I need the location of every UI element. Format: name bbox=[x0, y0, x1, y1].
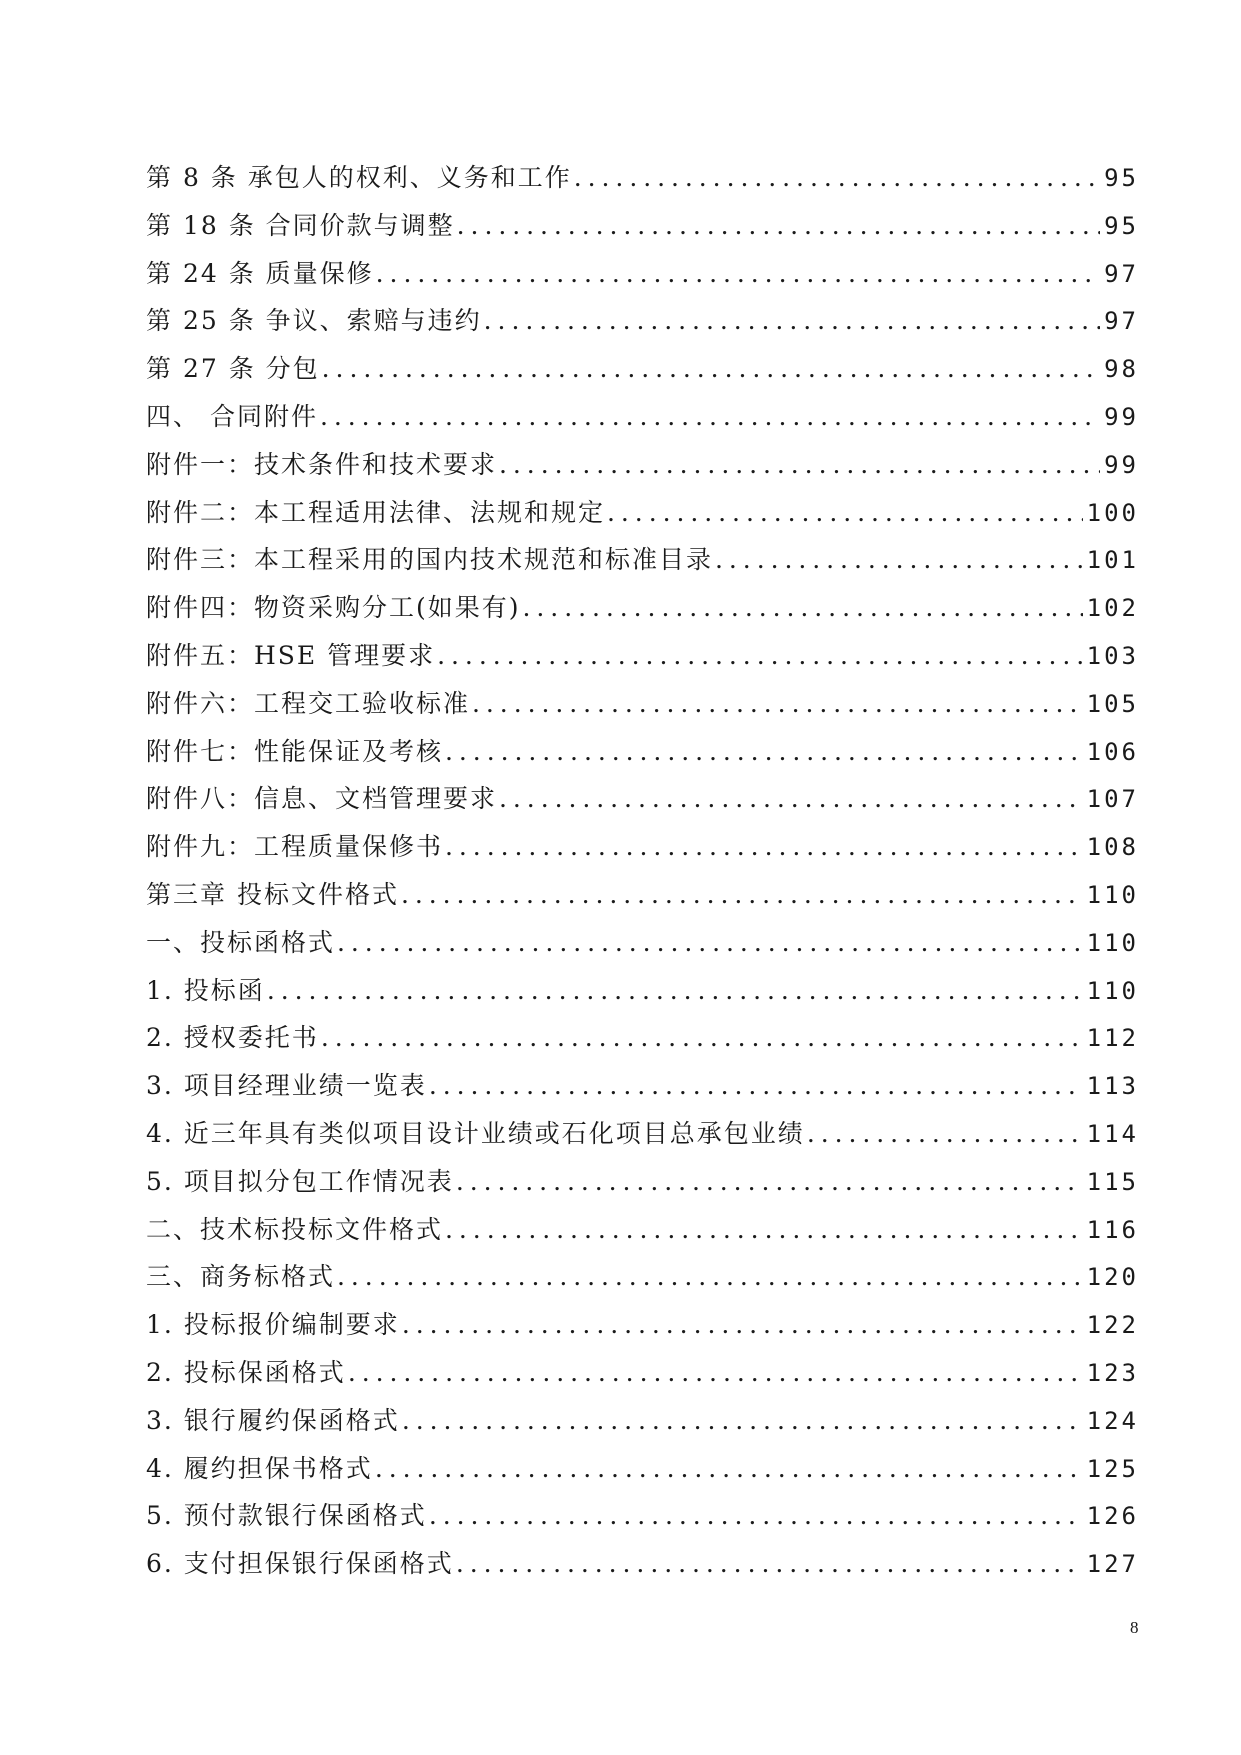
toc-entry[interactable] bbox=[146, 1158, 1139, 1206]
toc-dot-leader bbox=[429, 1492, 1083, 1540]
toc-dot-leader bbox=[456, 1540, 1083, 1588]
toc-entry-page: 123 bbox=[1086, 1358, 1139, 1387]
toc-entry-page: 95 bbox=[1104, 164, 1139, 192]
toc-entry-title: 第三章 投标文件格式 bbox=[146, 879, 399, 909]
toc-entry-page: 112 bbox=[1086, 1024, 1139, 1053]
table-of-contents bbox=[146, 154, 1139, 1588]
toc-entry-title: 附件六：工程交工验收标准 bbox=[146, 688, 471, 718]
toc-entry-page: 127 bbox=[1086, 1550, 1139, 1579]
toc-entry-page: 100 bbox=[1086, 498, 1139, 527]
toc-entry[interactable] bbox=[146, 1253, 1139, 1301]
toc-entry-page: 120 bbox=[1086, 1263, 1139, 1292]
toc-entry-page: 98 bbox=[1104, 355, 1139, 384]
toc-dot-leader bbox=[499, 775, 1083, 823]
toc-entry-title: 5. 预付款银行保函格式 bbox=[146, 1501, 427, 1531]
toc-entry[interactable] bbox=[146, 441, 1139, 489]
toc-entry[interactable] bbox=[146, 536, 1139, 584]
toc-entry-title: 四、 合同附件 bbox=[146, 401, 318, 431]
toc-dot-leader bbox=[337, 919, 1083, 967]
toc-entry-title: 附件四：物资采购分工(如果有) bbox=[146, 593, 521, 623]
toc-entry-page: 110 bbox=[1086, 928, 1139, 957]
toc-dot-leader bbox=[401, 871, 1083, 919]
toc-entry-page: 110 bbox=[1086, 976, 1139, 1005]
toc-dot-leader bbox=[402, 1301, 1083, 1349]
toc-entry[interactable] bbox=[146, 919, 1139, 967]
toc-entry-title: 第 24 条 质量保修 bbox=[146, 258, 374, 288]
toc-dot-leader bbox=[445, 823, 1083, 871]
toc-entry-title: 3. 银行履约保函格式 bbox=[146, 1405, 400, 1435]
toc-entry[interactable] bbox=[146, 489, 1139, 537]
toc-entry[interactable] bbox=[146, 1492, 1139, 1540]
toc-entry[interactable] bbox=[146, 871, 1139, 919]
toc-entry-title: 第 8 条 承包人的权利、义务和工作 bbox=[146, 163, 572, 192]
toc-entry-page: 113 bbox=[1086, 1072, 1139, 1101]
toc-entry[interactable] bbox=[146, 393, 1139, 441]
toc-dot-leader bbox=[267, 967, 1083, 1015]
toc-entry-page: 116 bbox=[1086, 1215, 1139, 1244]
toc-entry-title: 2. 投标保函格式 bbox=[146, 1357, 346, 1387]
toc-entry-title: 附件一：技术条件和技术要求 bbox=[146, 449, 498, 479]
toc-dot-leader bbox=[523, 584, 1083, 632]
toc-entry-page: 124 bbox=[1086, 1406, 1139, 1435]
toc-entry[interactable] bbox=[146, 632, 1139, 680]
toc-entry[interactable] bbox=[146, 728, 1139, 776]
toc-dot-leader bbox=[456, 1158, 1083, 1206]
toc-dot-leader bbox=[457, 202, 1100, 250]
page-number: 8 bbox=[1130, 1618, 1139, 1637]
toc-dot-leader bbox=[574, 154, 1100, 202]
toc-entry-page: 125 bbox=[1086, 1454, 1139, 1483]
toc-entry-title: 2. 授权委托书 bbox=[146, 1023, 319, 1053]
toc-entry-title: 1. 投标函 bbox=[146, 975, 265, 1005]
toc-dot-leader bbox=[715, 536, 1083, 584]
toc-entry-title: 附件三：本工程采用的国内技术规范和标准目录 bbox=[146, 545, 714, 575]
toc-entry[interactable] bbox=[146, 1397, 1139, 1445]
toc-entry-title: 6. 支付担保银行保函格式 bbox=[146, 1549, 454, 1579]
toc-entry-title: 5. 项目拟分包工作情况表 bbox=[146, 1166, 454, 1196]
toc-entry-page: 99 bbox=[1104, 402, 1139, 431]
toc-entry-page: 101 bbox=[1086, 546, 1139, 575]
toc-entry-page: 95 bbox=[1104, 211, 1139, 240]
toc-entry-page: 99 bbox=[1104, 450, 1139, 479]
toc-dot-leader bbox=[499, 441, 1100, 489]
toc-entry-title: 附件二：本工程适用法律、法规和规定 bbox=[146, 497, 606, 527]
toc-entry-page: 97 bbox=[1104, 307, 1139, 336]
toc-entry-title: 第 27 条 分包 bbox=[146, 354, 320, 384]
toc-dot-leader bbox=[437, 632, 1083, 680]
toc-entry-title: 第 18 条 合同价款与调整 bbox=[146, 210, 455, 240]
toc-entry-page: 115 bbox=[1086, 1167, 1139, 1196]
toc-entry-title: 一、投标函格式 bbox=[146, 927, 336, 957]
toc-dot-leader bbox=[807, 1110, 1083, 1158]
toc-entry-title: 4. 近三年具有类似项目设计业绩或石化项目总承包业绩 bbox=[146, 1118, 805, 1148]
toc-dot-leader bbox=[322, 345, 1100, 393]
toc-entry[interactable] bbox=[146, 202, 1139, 250]
toc-entry-title: 二、技术标投标文件格式 bbox=[146, 1214, 444, 1244]
toc-entry[interactable] bbox=[146, 1349, 1139, 1397]
toc-entry-title: 4. 履约担保书格式 bbox=[146, 1453, 373, 1483]
toc-entry[interactable] bbox=[146, 1445, 1139, 1493]
toc-entry-title: 附件七：性能保证及考核 bbox=[146, 736, 444, 766]
toc-entry[interactable] bbox=[146, 823, 1139, 871]
toc-entry[interactable] bbox=[146, 1062, 1139, 1110]
toc-dot-leader bbox=[348, 1349, 1083, 1397]
toc-entry[interactable] bbox=[146, 967, 1139, 1015]
toc-entry-page: 105 bbox=[1086, 689, 1139, 718]
toc-entry[interactable] bbox=[146, 1301, 1139, 1349]
toc-entry-page: 106 bbox=[1086, 737, 1139, 766]
toc-dot-leader bbox=[320, 393, 1100, 441]
toc-entry-title: 附件五：HSE 管理要求 bbox=[146, 640, 436, 670]
toc-entry-page: 114 bbox=[1086, 1119, 1139, 1148]
toc-entry[interactable] bbox=[146, 680, 1139, 728]
toc-entry-title: 3. 项目经理业绩一览表 bbox=[146, 1071, 427, 1101]
toc-dot-leader bbox=[376, 250, 1100, 298]
toc-dot-leader bbox=[484, 297, 1100, 345]
toc-entry[interactable] bbox=[146, 1110, 1139, 1158]
toc-dot-leader bbox=[429, 1062, 1083, 1110]
toc-entry-page: 103 bbox=[1086, 641, 1139, 670]
toc-entry-page: 122 bbox=[1086, 1311, 1139, 1340]
toc-dot-leader bbox=[402, 1397, 1083, 1445]
toc-entry-title: 附件八：信息、文档管理要求 bbox=[146, 784, 498, 814]
toc-entry-page: 97 bbox=[1104, 259, 1139, 288]
toc-dot-leader bbox=[375, 1445, 1083, 1493]
toc-entry[interactable] bbox=[146, 775, 1139, 823]
toc-dot-leader bbox=[337, 1253, 1083, 1301]
toc-entry-page: 102 bbox=[1086, 594, 1139, 623]
toc-entry[interactable] bbox=[146, 297, 1139, 345]
toc-entry[interactable] bbox=[146, 584, 1139, 632]
toc-entry[interactable] bbox=[146, 1540, 1139, 1588]
toc-entry-title: 附件九：工程质量保修书 bbox=[146, 832, 444, 862]
toc-entry-title: 三、商务标格式 bbox=[146, 1262, 336, 1292]
toc-entry-page: 110 bbox=[1086, 880, 1139, 909]
toc-entry-title: 1. 投标报价编制要求 bbox=[146, 1310, 400, 1340]
toc-entry-page: 108 bbox=[1086, 833, 1139, 862]
toc-dot-leader bbox=[607, 489, 1083, 537]
toc-entry[interactable] bbox=[146, 154, 1139, 202]
toc-entry[interactable] bbox=[146, 345, 1139, 393]
toc-entry[interactable] bbox=[146, 1014, 1139, 1062]
toc-dot-leader bbox=[321, 1014, 1083, 1062]
toc-entry-page: 107 bbox=[1086, 785, 1139, 814]
toc-entry-page: 126 bbox=[1086, 1502, 1139, 1531]
toc-dot-leader bbox=[445, 1206, 1083, 1254]
toc-entry[interactable] bbox=[146, 1206, 1139, 1254]
toc-entry-title: 第 25 条 争议、索赔与违约 bbox=[146, 306, 482, 336]
toc-dot-leader bbox=[472, 680, 1083, 728]
toc-entry[interactable] bbox=[146, 250, 1139, 298]
toc-dot-leader bbox=[445, 728, 1083, 776]
